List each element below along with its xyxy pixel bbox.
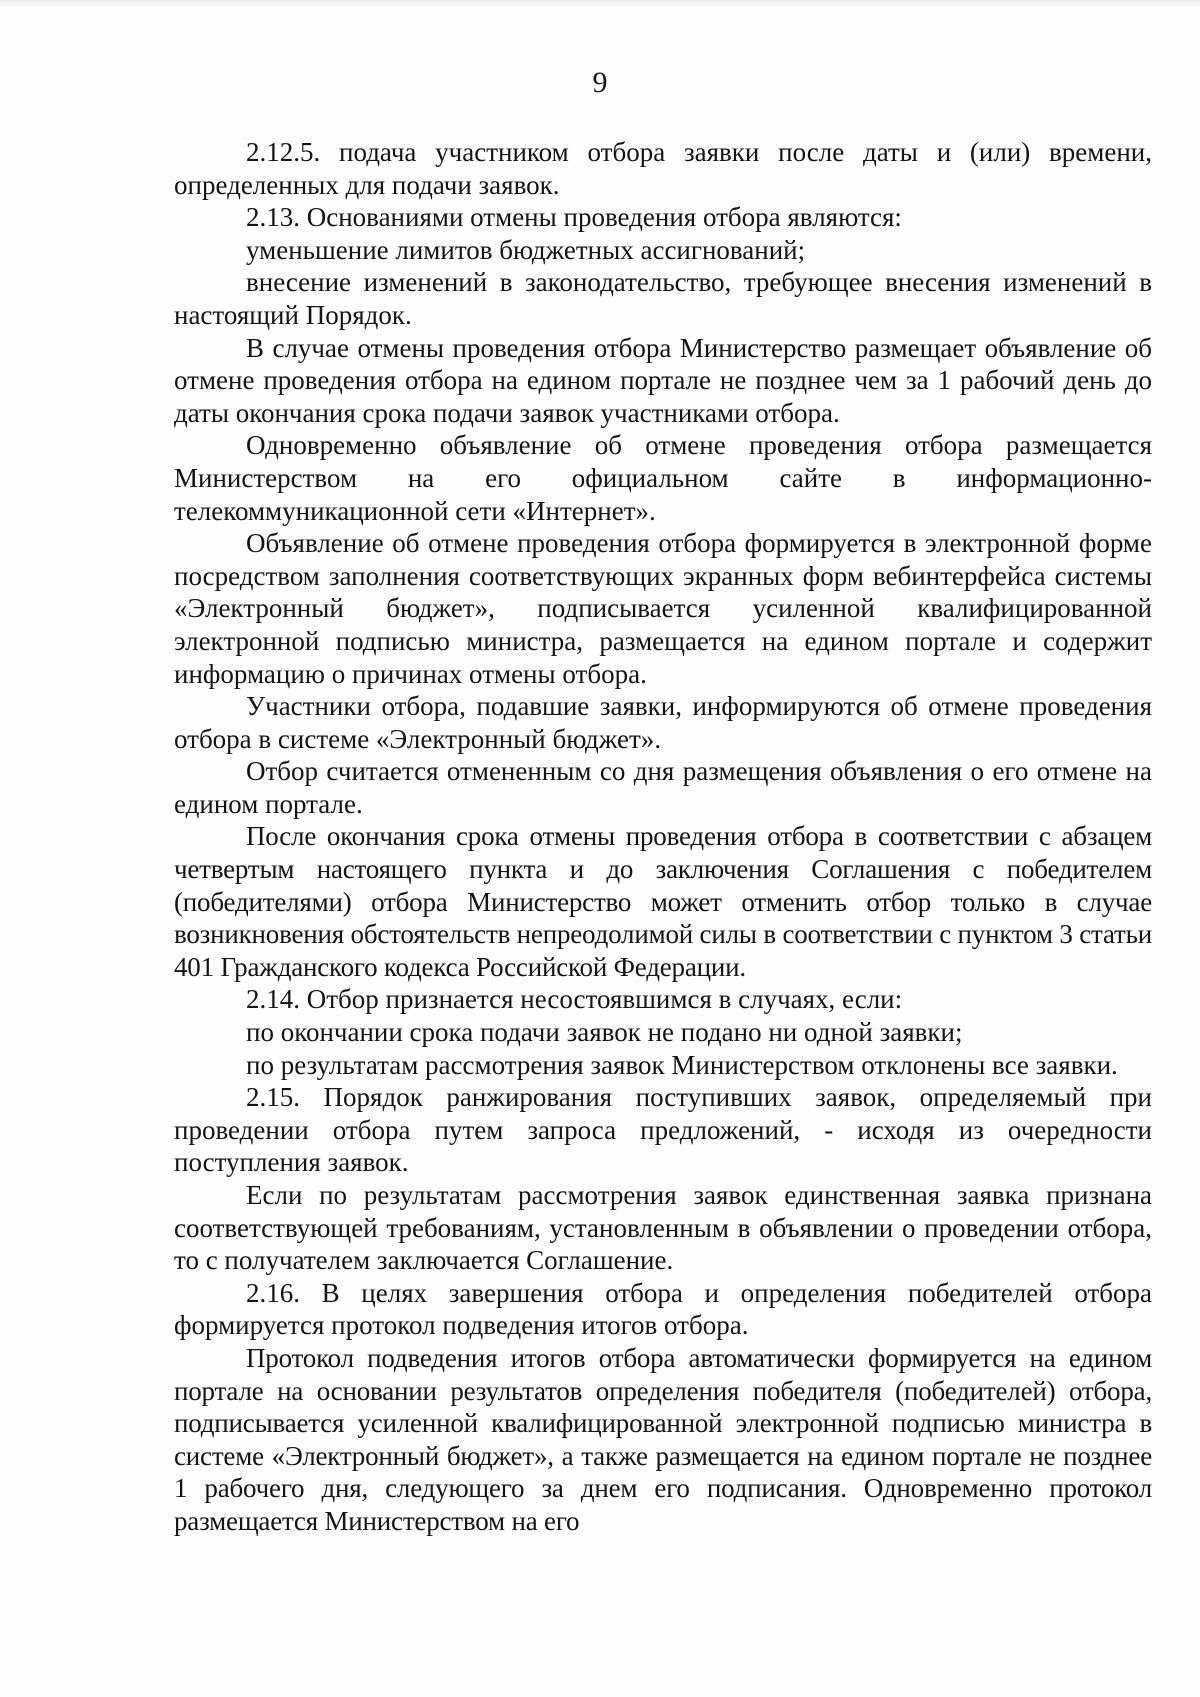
paragraph-participants-informed: Участники отбора, подавшие заявки, информируются об отмене проведения отбора в системе «Электронный бюджет». [174,691,1152,754]
paragraph-cancel-effective: Отбор считается отмененным со дня размещения объявления о его отмене на едином портале. [174,756,1152,819]
document-body [174,136,1152,1538]
paragraph-2-13: 2.13. Основаниями отмены проведения отбора являются: [246,202,902,233]
paragraph-2-16: 2.16. В целях завершения отбора и определения победителей отбора формируется протокол подведения итогов отбора. [174,1277,1152,1341]
paragraph-2-14-item-1: по окончании срока подачи заявок не подано ни одной заявки; [246,1017,963,1048]
paragraph-single-application: Если по результатам рассмотрения заявок единственная заявка признана соответствующей требованиям, установленным в объявлении о проведении отбора, то с получателем заключается Соглашение. [174,1180,1152,1276]
paragraph-2-14: 2.14. Отбор признается несостоявшимся в случаях, если: [246,984,903,1015]
paragraph-cancel-announcement: В случае отмены проведения отбора Министерство размещает объявление об отмене проведения отбора на едином портале не позднее чем за 1 рабочий день до даты окончания срока подачи заявок участниками отбора. [174,332,1152,428]
page-number: 9 [592,66,608,99]
paragraph-2-15: 2.15. Порядок ранжирования поступивших заявок, определяемый при проведении отбора путем запроса предложений, - исходя из очередности поступления заявок. [174,1082,1152,1178]
paragraph-2-14-item-2: по результатам рассмотрения заявок Министерством отклонены все заявки. [246,1049,1118,1080]
paragraph-cancel-website: Одновременно объявление об отмене проведения отбора размещается Министерством на его официальном сайте в информационно-телекоммуникационной сети «Интернет». [174,430,1152,526]
paragraph-2-13-item-1: уменьшение лимитов бюджетных ассигнований; [246,234,806,265]
paragraph-cancel-electronic-form: Объявление об отмене проведения отбора формируется в электронной форме посредством заполнения соответствующих экранных форм вебинтерфейса системы «Электронный бюджет», подписывается усиленной квалифицированной электронной подписью министра, размещается на едином портале и содержит информацию о причинах отмены отбора. [174,528,1152,689]
scan-edge-shadow [0,0,1200,8]
paragraph-2-12-5: 2.12.5. подача участником отбора заявки после даты и (или) времени, определенных для подачи заявок. [174,137,1152,200]
paragraph-2-13-item-2: внесение изменений в законодательство, требующее внесения изменений в настоящий Порядок. [174,267,1152,330]
paragraph-force-majeure: После окончания срока отмены проведения отбора в соответствии с абзацем четвертым настоящего пункта и до заключения Соглашения с победителем (победителями) отбора Министерство может отменить отбор только в случае возникновения обстоятельств непреодолимой силы в соответствии с пунктом 3 статьи 401 Гражданского кодекса Российской Федерации. [174,821,1152,982]
paragraph-protocol: Протокол подведения итогов отбора автоматически формируется на едином портале на основании результатов определения победителя (победителей) отбора, подписывается усиленной квалифицированной электронной подписью министра в системе «Электронный бюджет», а также размещается на едином портале не позднее 1 рабочего дня, следующего за днем его подписания. Одновременно протокол размещается Министерством на его [174,1342,1152,1536]
